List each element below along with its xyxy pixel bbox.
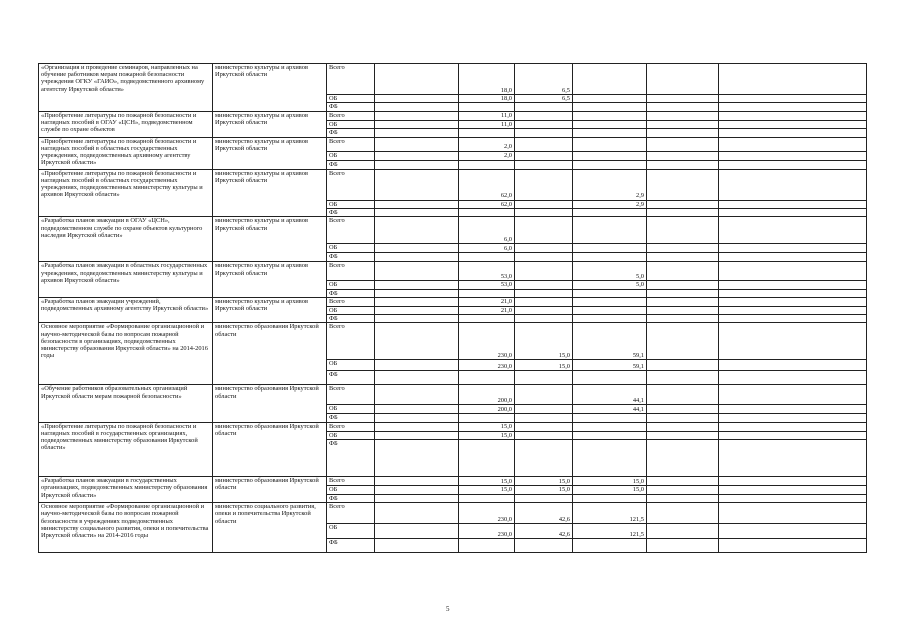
amount-cell: 15,0 xyxy=(515,360,573,371)
amount-cell xyxy=(573,244,647,253)
funding-source: ФБ xyxy=(327,539,375,553)
executor: министерство образования Иркутской области xyxy=(213,323,327,385)
amount-cell xyxy=(573,494,647,502)
amount-cell xyxy=(647,160,719,169)
table-row xyxy=(39,298,867,306)
funding-source: Всего xyxy=(327,422,375,431)
amount-cell xyxy=(647,440,719,477)
table-row xyxy=(39,137,867,151)
funding-source: Всего xyxy=(327,217,375,244)
amount-cell xyxy=(573,315,647,323)
table-row xyxy=(39,111,867,120)
amount-cell xyxy=(719,120,867,128)
amount-cell xyxy=(515,169,573,200)
table-row xyxy=(39,385,867,405)
funding-source: ФБ xyxy=(327,209,375,217)
amount-cell: 53,0 xyxy=(459,262,515,281)
amount-cell xyxy=(647,503,719,524)
funding-source: ФБ xyxy=(327,253,375,262)
amount-cell xyxy=(719,360,867,371)
amount-cell xyxy=(719,95,867,103)
amount-cell xyxy=(719,103,867,111)
amount-cell xyxy=(375,503,459,524)
amount-cell xyxy=(375,315,459,323)
funding-source: Всего xyxy=(327,477,375,486)
amount-cell xyxy=(375,494,459,502)
executor: министерство образования Иркутской области xyxy=(213,477,327,503)
amount-cell xyxy=(573,306,647,314)
funding-source: ОБ xyxy=(327,486,375,494)
amount-cell xyxy=(375,262,459,281)
amount-cell xyxy=(573,431,647,439)
amount-cell xyxy=(647,111,719,120)
funding-source: ОБ xyxy=(327,405,375,414)
amount-cell xyxy=(647,405,719,414)
amount-cell xyxy=(515,281,573,289)
amount-cell xyxy=(515,414,573,422)
amount-cell: 200,0 xyxy=(459,405,515,414)
funding-source: ОБ xyxy=(327,524,375,539)
funding-source: ФБ xyxy=(327,371,375,385)
amount-cell xyxy=(647,200,719,208)
amount-cell: 44,1 xyxy=(573,385,647,405)
amount-cell xyxy=(719,414,867,422)
amount-cell xyxy=(515,405,573,414)
activity-name: «Приобретение литературы по пожарной безопасности и наглядных пособий в областных государственных учреждениях, подведомственных министерству культуры и архивов Иркутской области» xyxy=(39,169,213,217)
amount-cell xyxy=(647,360,719,371)
amount-cell xyxy=(515,262,573,281)
amount-cell xyxy=(719,440,867,477)
table-row xyxy=(39,422,867,431)
amount-cell xyxy=(459,160,515,169)
amount-cell xyxy=(459,129,515,137)
amount-cell xyxy=(375,431,459,439)
amount-cell: 2,9 xyxy=(573,169,647,200)
amount-cell: 2,0 xyxy=(459,137,515,151)
amount-cell xyxy=(719,524,867,539)
funding-source: Всего xyxy=(327,137,375,151)
funding-source: Всего xyxy=(327,111,375,120)
amount-cell xyxy=(719,151,867,160)
amount-cell xyxy=(375,160,459,169)
amount-cell xyxy=(573,103,647,111)
amount-cell xyxy=(459,103,515,111)
activity-name: «Разработка планов эвакуации учреждений, подведомственных архивному агентству Иркутской области» xyxy=(39,298,213,323)
amount-cell xyxy=(375,111,459,120)
amount-cell xyxy=(719,477,867,486)
amount-cell xyxy=(647,486,719,494)
amount-cell: 59,1 xyxy=(573,323,647,360)
amount-cell xyxy=(647,323,719,360)
activity-name: «Приобретение литературы по пожарной безопасности и наглядных пособий в государственных организациях, подведомственных министерству образования Иркутской области» xyxy=(39,422,213,476)
funding-source: ФБ xyxy=(327,414,375,422)
amount-cell xyxy=(375,217,459,244)
executor: министерство культуры и архивов Иркутской области xyxy=(213,217,327,262)
amount-cell xyxy=(647,137,719,151)
funding-source: Всего xyxy=(327,262,375,281)
amount-cell xyxy=(719,200,867,208)
amount-cell xyxy=(515,253,573,262)
amount-cell xyxy=(459,440,515,477)
amount-cell xyxy=(515,111,573,120)
amount-cell xyxy=(647,524,719,539)
amount-cell xyxy=(719,298,867,306)
amount-cell xyxy=(375,440,459,477)
amount-cell xyxy=(573,422,647,431)
funding-source: ОБ xyxy=(327,120,375,128)
executor: министерство культуры и архивов Иркутской области xyxy=(213,64,327,112)
amount-cell xyxy=(573,151,647,160)
amount-cell xyxy=(647,95,719,103)
amount-cell xyxy=(375,281,459,289)
funding-source: ФБ xyxy=(327,315,375,323)
amount-cell xyxy=(515,539,573,553)
funding-source: ОБ xyxy=(327,431,375,439)
activity-name: «Приобретение литературы по пожарной безопасности и наглядных пособий в ОГАУ «ЦСН», подведомственном службе по охране объектов xyxy=(39,111,213,137)
amount-cell xyxy=(375,422,459,431)
amount-cell xyxy=(647,431,719,439)
amount-cell xyxy=(515,137,573,151)
table-row xyxy=(39,169,867,200)
amount-cell xyxy=(719,494,867,502)
activity-name: Основное мероприятие «Формирование организационной и научно-методической базы по вопросам пожарной безопасности в учреждениях подведомственных министерству социального развития, опеки и попечительства Иркутской области» на 2014-2016 годы xyxy=(39,503,213,553)
amount-cell xyxy=(719,371,867,385)
amount-cell xyxy=(573,298,647,306)
amount-cell: 53,0 xyxy=(459,281,515,289)
funding-source: Всего xyxy=(327,64,375,95)
amount-cell xyxy=(719,486,867,494)
amount-cell xyxy=(515,103,573,111)
amount-cell xyxy=(515,298,573,306)
table-row xyxy=(39,323,867,360)
amount-cell xyxy=(647,262,719,281)
amount-cell xyxy=(719,244,867,253)
amount-cell xyxy=(573,371,647,385)
amount-cell xyxy=(515,385,573,405)
amount-cell xyxy=(647,209,719,217)
amount-cell: 11,0 xyxy=(459,120,515,128)
amount-cell xyxy=(647,306,719,314)
amount-cell: 18,0 xyxy=(459,64,515,95)
amount-cell xyxy=(647,414,719,422)
amount-cell xyxy=(375,95,459,103)
amount-cell xyxy=(375,103,459,111)
amount-cell xyxy=(573,95,647,103)
table-row xyxy=(39,217,867,244)
amount-cell xyxy=(647,169,719,200)
funding-source: ФБ xyxy=(327,160,375,169)
amount-cell xyxy=(647,151,719,160)
amount-cell xyxy=(719,111,867,120)
amount-cell xyxy=(515,440,573,477)
amount-cell xyxy=(375,137,459,151)
amount-cell: 44,1 xyxy=(573,405,647,414)
amount-cell xyxy=(375,306,459,314)
amount-cell: 230,0 xyxy=(459,323,515,360)
amount-cell xyxy=(375,323,459,360)
amount-cell xyxy=(719,315,867,323)
amount-cell xyxy=(375,414,459,422)
amount-cell xyxy=(573,414,647,422)
amount-cell: 15,0 xyxy=(459,422,515,431)
amount-cell: 230,0 xyxy=(459,524,515,539)
amount-cell: 6,0 xyxy=(459,244,515,253)
amount-cell xyxy=(573,253,647,262)
amount-cell xyxy=(375,405,459,414)
funding-source: Всего xyxy=(327,298,375,306)
amount-cell xyxy=(573,160,647,169)
amount-cell xyxy=(647,253,719,262)
amount-cell xyxy=(375,477,459,486)
amount-cell xyxy=(515,151,573,160)
amount-cell: 230,0 xyxy=(459,360,515,371)
executor: министерство образования Иркутской области xyxy=(213,385,327,422)
amount-cell: 59,1 xyxy=(573,360,647,371)
amount-cell: 6,5 xyxy=(515,95,573,103)
amount-cell: 21,0 xyxy=(459,298,515,306)
amount-cell xyxy=(573,120,647,128)
funding-source: ОБ xyxy=(327,244,375,253)
amount-cell xyxy=(515,200,573,208)
amount-cell: 15,0 xyxy=(573,486,647,494)
amount-cell: 15,0 xyxy=(459,477,515,486)
amount-cell xyxy=(515,244,573,253)
amount-cell xyxy=(719,209,867,217)
amount-cell xyxy=(515,494,573,502)
amount-cell xyxy=(647,298,719,306)
executor: министерство образования Иркутской области xyxy=(213,422,327,476)
amount-cell: 200,0 xyxy=(459,385,515,405)
amount-cell xyxy=(459,371,515,385)
amount-cell xyxy=(573,440,647,477)
amount-cell xyxy=(647,64,719,95)
amount-cell xyxy=(647,120,719,128)
funding-source: Всего xyxy=(327,169,375,200)
amount-cell xyxy=(375,129,459,137)
amount-cell xyxy=(375,298,459,306)
amount-cell xyxy=(375,64,459,95)
amount-cell xyxy=(375,539,459,553)
amount-cell xyxy=(375,524,459,539)
amount-cell xyxy=(375,385,459,405)
amount-cell: 15,0 xyxy=(515,486,573,494)
amount-cell xyxy=(375,244,459,253)
amount-cell: 42,6 xyxy=(515,524,573,539)
amount-cell xyxy=(515,371,573,385)
amount-cell: 15,0 xyxy=(573,477,647,486)
funding-source: ФБ xyxy=(327,129,375,137)
executor: министерство социального развития, опеки и попечительства Иркутской области xyxy=(213,503,327,553)
amount-cell xyxy=(375,289,459,297)
amount-cell xyxy=(647,385,719,405)
amount-cell xyxy=(647,281,719,289)
amount-cell xyxy=(647,539,719,553)
amount-cell xyxy=(515,160,573,169)
amount-cell xyxy=(375,209,459,217)
amount-cell: 230,0 xyxy=(459,503,515,524)
amount-cell xyxy=(647,289,719,297)
amount-cell xyxy=(719,422,867,431)
executor: министерство культуры и архивов Иркутской области xyxy=(213,137,327,169)
amount-cell xyxy=(375,371,459,385)
amount-cell xyxy=(515,431,573,439)
activity-name: «Приобретение литературы по пожарной безопасности и наглядных пособий в областных государственных учреждениях, подведомственных архивному агентству Иркутской области» xyxy=(39,137,213,169)
amount-cell: 15,0 xyxy=(515,477,573,486)
amount-cell xyxy=(515,422,573,431)
funding-table xyxy=(38,63,867,553)
funding-source: ФБ xyxy=(327,440,375,477)
funding-source: ФБ xyxy=(327,289,375,297)
amount-cell xyxy=(459,289,515,297)
amount-cell xyxy=(515,289,573,297)
amount-cell: 15,0 xyxy=(459,486,515,494)
amount-cell xyxy=(573,539,647,553)
amount-cell xyxy=(719,160,867,169)
funding-source: ОБ xyxy=(327,200,375,208)
activity-name: «Разработка планов эвакуации в ОГАУ «ЦСН», подведомственном службе по охране объектов культурного наследия Иркутской области» xyxy=(39,217,213,262)
amount-cell xyxy=(515,129,573,137)
activity-name: «Разработка планов эвакуации в государственных организациях, подведомственных министерству образования Иркутской области» xyxy=(39,477,213,503)
amount-cell: 62,0 xyxy=(459,200,515,208)
amount-cell xyxy=(647,129,719,137)
amount-cell: 121,5 xyxy=(573,524,647,539)
amount-cell xyxy=(573,209,647,217)
amount-cell: 2,9 xyxy=(573,200,647,208)
amount-cell xyxy=(647,422,719,431)
amount-cell xyxy=(459,539,515,553)
funding-source: ОБ xyxy=(327,360,375,371)
amount-cell xyxy=(719,385,867,405)
amount-cell xyxy=(515,209,573,217)
amount-cell xyxy=(375,486,459,494)
amount-cell: 2,0 xyxy=(459,151,515,160)
amount-cell: 6,5 xyxy=(515,64,573,95)
amount-cell: 11,0 xyxy=(459,111,515,120)
executor: министерство культуры и архивов Иркутской области xyxy=(213,169,327,217)
activity-name: «Организация и проведение семинаров, направленных на обучение работников мерам пожарной безопасности учреждения ОГКУ «ГАИО», подведомственного архивному агентству Иркутской области» xyxy=(39,64,213,112)
amount-cell xyxy=(515,120,573,128)
amount-cell xyxy=(647,371,719,385)
amount-cell xyxy=(515,315,573,323)
amount-cell: 21,0 xyxy=(459,306,515,314)
amount-cell xyxy=(647,315,719,323)
funding-source: ОБ xyxy=(327,306,375,314)
amount-cell xyxy=(719,539,867,553)
amount-cell xyxy=(375,200,459,208)
amount-cell xyxy=(573,64,647,95)
amount-cell xyxy=(719,217,867,244)
amount-cell xyxy=(719,281,867,289)
amount-cell xyxy=(573,137,647,151)
amount-cell xyxy=(719,169,867,200)
amount-cell xyxy=(719,431,867,439)
amount-cell xyxy=(459,253,515,262)
amount-cell xyxy=(719,64,867,95)
amount-cell xyxy=(375,169,459,200)
funding-source: Всего xyxy=(327,385,375,405)
activity-name: «Разработка планов эвакуации в областных государственных учреждениях, подведомственных министерству культуры и архивов Иркутской области» xyxy=(39,262,213,298)
amount-cell xyxy=(459,414,515,422)
amount-cell xyxy=(719,503,867,524)
amount-cell xyxy=(573,129,647,137)
amount-cell xyxy=(647,244,719,253)
amount-cell xyxy=(647,494,719,502)
activity-name: Основное мероприятие «Формирование организационной и научно-методической базы по вопросам пожарной безопасности в организациях, подведомственных министерству образования Иркутской области» на 2014-2016 годы xyxy=(39,323,213,385)
funding-source: ФБ xyxy=(327,103,375,111)
funding-source: Всего xyxy=(327,503,375,524)
amount-cell: 5,0 xyxy=(573,281,647,289)
amount-cell xyxy=(515,306,573,314)
amount-cell xyxy=(573,111,647,120)
amount-cell xyxy=(573,289,647,297)
amount-cell: 18,0 xyxy=(459,95,515,103)
amount-cell: 42,6 xyxy=(515,503,573,524)
amount-cell xyxy=(719,253,867,262)
amount-cell xyxy=(647,103,719,111)
amount-cell: 5,0 xyxy=(573,262,647,281)
amount-cell xyxy=(375,120,459,128)
amount-cell xyxy=(719,323,867,360)
executor: министерство культуры и архивов Иркутской области xyxy=(213,262,327,298)
amount-cell xyxy=(719,262,867,281)
table-row xyxy=(39,262,867,281)
amount-cell: 62,0 xyxy=(459,169,515,200)
amount-cell xyxy=(647,217,719,244)
amount-cell: 15,0 xyxy=(515,323,573,360)
amount-cell xyxy=(647,477,719,486)
funding-source: ОБ xyxy=(327,151,375,160)
amount-cell xyxy=(719,129,867,137)
executor: министерство культуры и архивов Иркутской области xyxy=(213,298,327,323)
amount-cell xyxy=(459,209,515,217)
amount-cell xyxy=(375,253,459,262)
amount-cell xyxy=(719,289,867,297)
table-row xyxy=(39,503,867,524)
amount-cell: 15,0 xyxy=(459,431,515,439)
amount-cell: 121,5 xyxy=(573,503,647,524)
amount-cell xyxy=(719,306,867,314)
executor: министерство культуры и архивов Иркутской области xyxy=(213,111,327,137)
activity-name: «Обучение работников образовательных организаций Иркутской области мерам пожарной безопасности» xyxy=(39,385,213,422)
amount-cell xyxy=(375,360,459,371)
amount-cell xyxy=(515,217,573,244)
funding-source: ОБ xyxy=(327,95,375,103)
funding-source: ОБ xyxy=(327,281,375,289)
funding-source: Всего xyxy=(327,323,375,360)
table-row xyxy=(39,477,867,486)
amount-cell xyxy=(719,405,867,414)
amount-cell xyxy=(719,137,867,151)
page-number: 5 xyxy=(446,605,450,613)
amount-cell xyxy=(459,494,515,502)
amount-cell: 6,0 xyxy=(459,217,515,244)
table-row xyxy=(39,64,867,95)
funding-source: ФБ xyxy=(327,494,375,502)
amount-cell xyxy=(573,217,647,244)
amount-cell xyxy=(375,151,459,160)
amount-cell xyxy=(459,315,515,323)
